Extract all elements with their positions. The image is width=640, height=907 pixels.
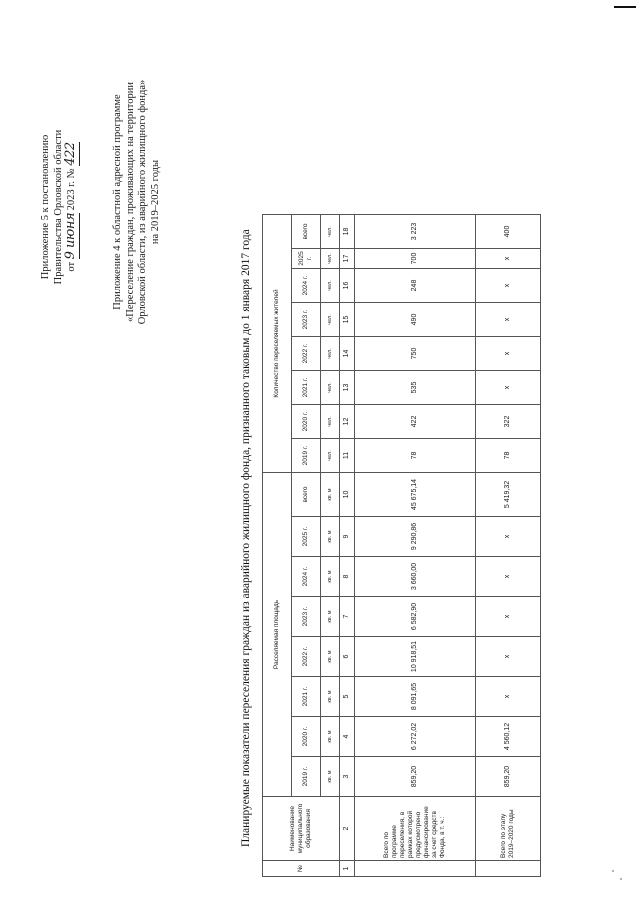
column-number-row <box>340 215 355 877</box>
people-value: x <box>476 269 541 303</box>
row-name: Всего по программе переселения, в рамках которой предусмотрено финансирование за счет средств Фонда, в т. ч.: <box>355 797 476 861</box>
program-line-3: Орловской области, из аварийного жилищного фонда» <box>137 79 148 325</box>
unit-cell: чел. <box>321 249 340 269</box>
area-year: 2019 г. <box>292 757 321 797</box>
col-number: 16 <box>340 269 355 303</box>
area-value: 8 091,65 <box>355 677 476 717</box>
unit-cell: чел. <box>321 303 340 337</box>
table-units-row <box>321 215 340 877</box>
date-prefix: от <box>66 261 77 272</box>
area-value: 3 660,00 <box>355 557 476 597</box>
col-number: 1 <box>340 861 355 877</box>
people-total-value: 400 <box>476 215 541 249</box>
people-year: 2023 г. <box>292 303 321 337</box>
people-value: 750 <box>355 337 476 371</box>
header-people-group: Количество переселяемых жителей <box>263 215 292 473</box>
col-number: 15 <box>340 303 355 337</box>
people-value: 78 <box>355 439 476 473</box>
col-number: 9 <box>340 517 355 557</box>
header-name: Наименование муниципального образования <box>263 797 340 861</box>
col-number: 5 <box>340 677 355 717</box>
unit-cell: кв. м <box>321 557 340 597</box>
table-row <box>476 215 541 877</box>
people-year: 2025 г. <box>292 249 321 269</box>
area-year: 2024 г. <box>292 557 321 597</box>
people-value: 248 <box>355 269 476 303</box>
unit-cell: кв. м <box>321 597 340 637</box>
people-value: 78 <box>476 439 541 473</box>
program-line-4: на 2019–2025 годы <box>149 159 161 245</box>
area-value: 6 272,02 <box>355 717 476 757</box>
col-number: 4 <box>340 717 355 757</box>
unit-cell: кв. м <box>321 637 340 677</box>
area-value: 9 290,86 <box>355 517 476 557</box>
unit-cell: кв. м <box>321 473 340 517</box>
program-header <box>112 17 162 387</box>
unit-cell: кв. м <box>321 757 340 797</box>
col-number: 14 <box>340 337 355 371</box>
row-no <box>476 861 541 877</box>
area-value: x <box>476 637 541 677</box>
table-row <box>355 215 476 877</box>
table-years-row <box>292 215 321 877</box>
handwritten-date: 9 июня <box>63 212 78 260</box>
unit-cell: кв. м <box>321 517 340 557</box>
area-value: 859,20 <box>355 757 476 797</box>
program-line-1: Приложение 4 к областной адресной программе <box>112 94 123 310</box>
program-line-2: «Переселение граждан, проживающих на территории <box>124 82 136 322</box>
col-number: 18 <box>340 215 355 249</box>
people-value: x <box>476 337 541 371</box>
area-value: 6 582,90 <box>355 597 476 637</box>
people-year: 2021 г. <box>292 371 321 405</box>
header-date-line <box>65 42 80 372</box>
people-total-value: 3 223 <box>355 215 476 249</box>
col-number: 10 <box>340 473 355 517</box>
area-value: x <box>476 597 541 637</box>
area-value: 859,20 <box>476 757 541 797</box>
area-total-value: 5 419,32 <box>476 473 541 517</box>
row-no <box>355 861 476 877</box>
area-total: всего <box>292 473 321 517</box>
people-year: 2022 г. <box>292 337 321 371</box>
col-number: 11 <box>340 439 355 473</box>
people-year: 2020 г. <box>292 405 321 439</box>
col-number: 17 <box>340 249 355 269</box>
people-value: 700 <box>355 249 476 269</box>
col-number: 7 <box>340 597 355 637</box>
people-value: 322 <box>476 405 541 439</box>
col-number: 8 <box>340 557 355 597</box>
unit-cell: чел. <box>321 405 340 439</box>
unit-cell: чел. <box>321 371 340 405</box>
people-value: x <box>476 303 541 337</box>
col-number: 12 <box>340 405 355 439</box>
area-value: 10 918,51 <box>355 637 476 677</box>
table-head-row <box>263 215 292 877</box>
area-year: 2020 г. <box>292 717 321 757</box>
area-value: 4 560,12 <box>476 717 541 757</box>
area-value: x <box>476 677 541 717</box>
decree-header <box>40 42 80 372</box>
row-name: Всего по этапу 2019–2020 годы <box>476 797 541 861</box>
people-value: x <box>476 371 541 405</box>
col-number: 2 <box>340 797 355 861</box>
people-year: 2019 г. <box>292 439 321 473</box>
col-number: 6 <box>340 637 355 677</box>
area-value: x <box>476 517 541 557</box>
indicators-table <box>262 214 541 877</box>
people-total: всего <box>292 215 321 249</box>
area-year: 2021 г. <box>292 677 321 717</box>
area-year: 2023 г. <box>292 597 321 637</box>
people-value: x <box>476 249 541 269</box>
area-year: 2022 г. <box>292 637 321 677</box>
header-no: № <box>263 861 340 877</box>
table-title: Планируемые показатели переселения граждан из аварийного жилищного фонда, признанного таковым до 1 января 2017 года <box>240 229 252 847</box>
people-value: 490 <box>355 303 476 337</box>
unit-cell: чел. <box>321 215 340 249</box>
col-number: 3 <box>340 757 355 797</box>
header-area-group: Расселяемая площадь <box>263 473 292 797</box>
header-line-1: Приложение 5 к постановлению <box>40 134 51 280</box>
unit-cell: чел. <box>321 439 340 473</box>
people-value: 535 <box>355 371 476 405</box>
area-year: 2025 г. <box>292 517 321 557</box>
area-total-value: 45 675,14 <box>355 473 476 517</box>
header-line-2: Правительства Орловской области <box>52 129 64 285</box>
unit-cell: чел. <box>321 269 340 303</box>
unit-cell: чел. <box>321 337 340 371</box>
year-text: 2023 г. № <box>66 168 77 211</box>
area-value: x <box>476 557 541 597</box>
unit-cell: кв. м <box>321 677 340 717</box>
handwritten-number: 422 <box>63 142 78 166</box>
people-value: 422 <box>355 405 476 439</box>
people-year: 2024 г. <box>292 269 321 303</box>
unit-cell: кв. м <box>321 717 340 757</box>
col-number: 13 <box>340 371 355 405</box>
